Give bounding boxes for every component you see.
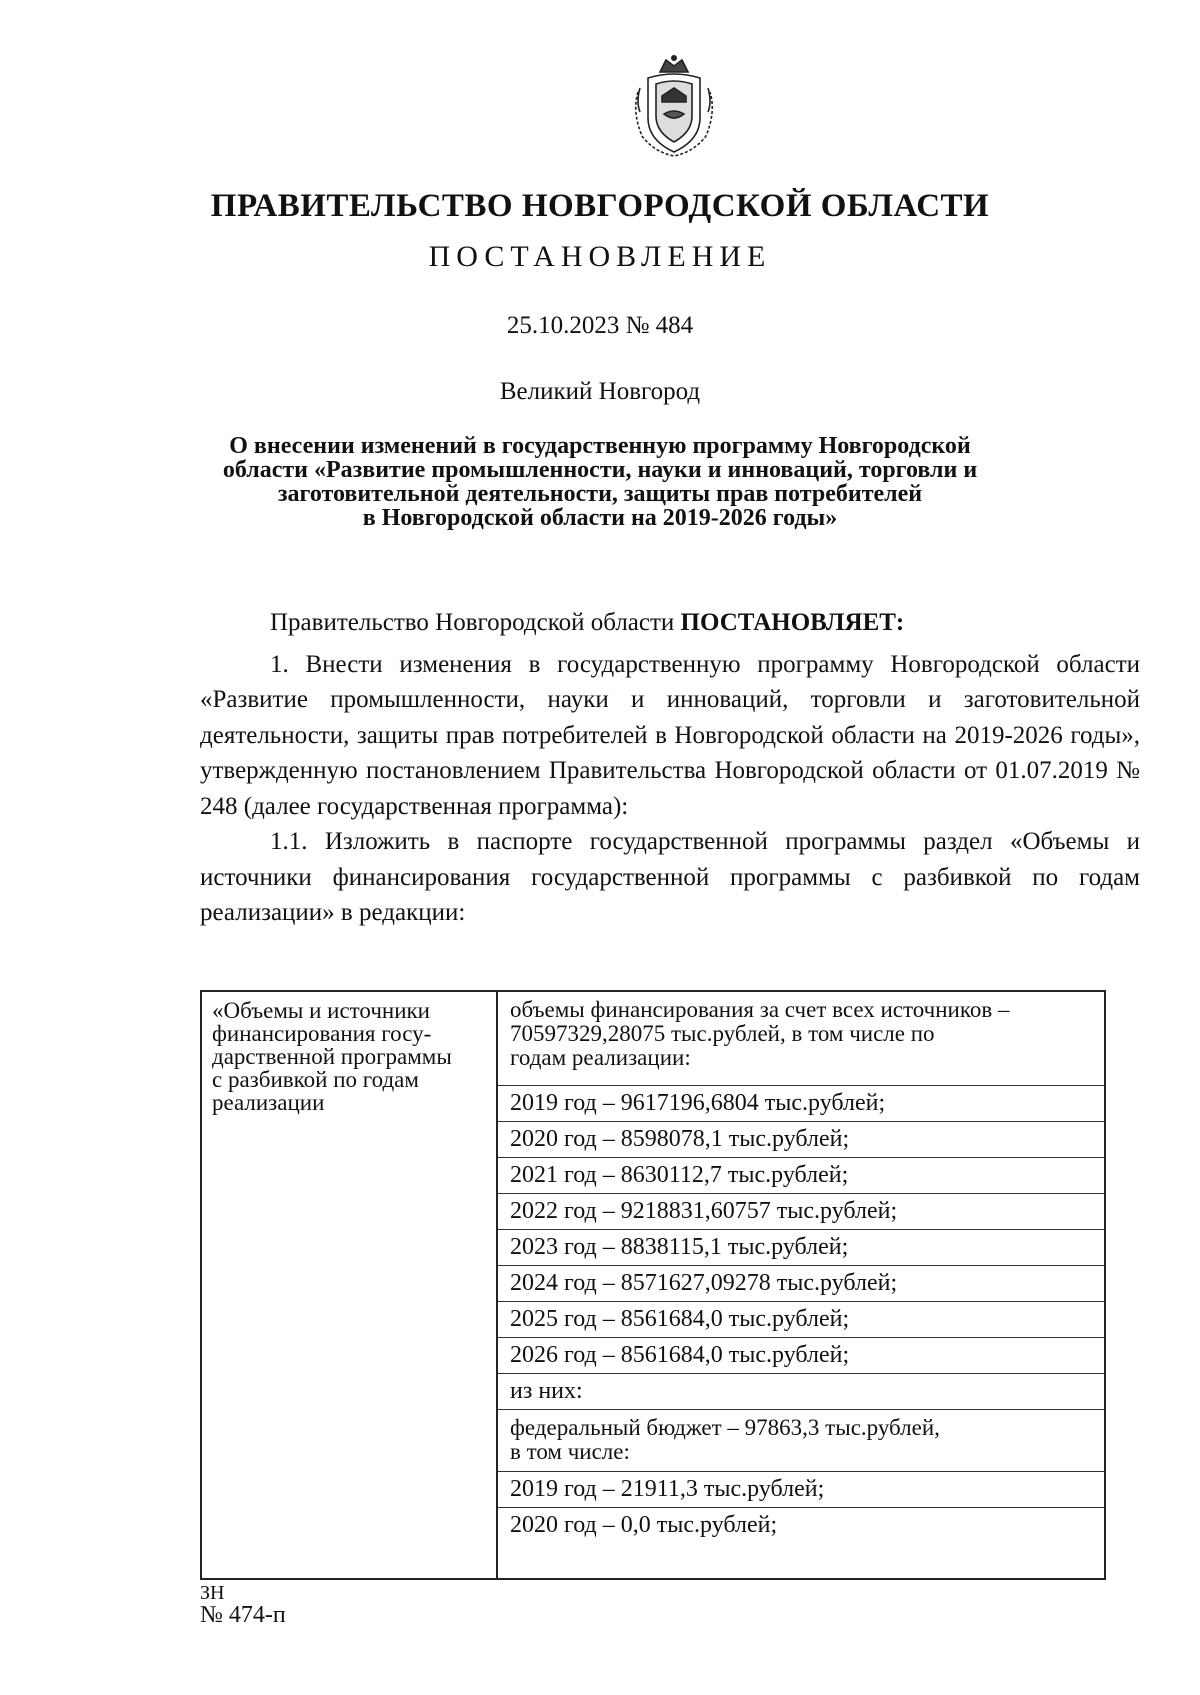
federal-year-value: 2019 год – 21911,3 тыс.рублей; — [510, 1476, 825, 1502]
total-financing-cell — [498, 992, 1104, 1086]
year-value: 2026 год – 8561684,0 тыс.рублей; — [510, 1342, 850, 1368]
federal-budget-cell — [498, 1410, 1104, 1472]
label-line: финансирования госу- — [212, 1021, 432, 1046]
year-value: 2019 год – 9617196,6804 тыс.рублей; — [510, 1090, 886, 1116]
resolves-keyword: ПОСТАНОВЛЯЕТ: — [680, 609, 905, 636]
federal-line: в том числе: — [510, 1439, 630, 1464]
footer-number: № 474-п — [200, 1602, 286, 1628]
year-value: 2023 год – 8838115,1 тыс.рублей; — [510, 1234, 849, 1260]
label-line: дарственной программы — [212, 1044, 452, 1069]
document-date-number: 25.10.2023 № 484 — [506, 312, 694, 339]
subject-line: в Новгородской области на 2019-2026 годы» — [362, 505, 838, 531]
federal-year-row — [498, 1472, 1104, 1508]
paragraph-1: 1. Внести изменения в государственную программу Новгородской области «Развитие промышленности, науки и инноваций, торговли и заготовительной деятельности, защиты прав потребителей в Новгородской области на 2019-2026 годы», утвержденную постановлением Правительства Новгородской области от 01.07.2019 № 248 (далее государственная программа): — [200, 650, 1140, 820]
total-line: объемы финансирования за счет всех источников – — [510, 997, 1010, 1022]
federal-year-value: 2020 год – 0,0 тыс.рублей; — [510, 1512, 778, 1538]
year-row — [498, 1194, 1104, 1230]
year-value: 2022 год – 9218831,60757 тыс.рублей; — [510, 1198, 898, 1224]
subject-line: О внесении изменений в государственную программу Новгородской — [229, 433, 971, 459]
of-them-label: из них: — [510, 1378, 583, 1404]
year-value: 2024 год – 8571627,09278 тыс.рублей; — [510, 1270, 898, 1296]
document-body — [200, 605, 1140, 931]
label-line: «Объемы и источники — [212, 998, 430, 1023]
subject-line: области «Развитие промышленности, науки и инноваций, торговли и — [222, 457, 978, 483]
federal-year-row — [498, 1508, 1104, 1544]
year-row — [498, 1086, 1104, 1122]
subject-line: заготовительной деятельности, защиты прав потребителей — [277, 481, 923, 507]
year-row — [498, 1302, 1104, 1338]
year-value: 2021 год – 8630112,7 тыс.рублей; — [510, 1162, 849, 1188]
year-value: 2025 год – 8561684,0 тыс.рублей; — [510, 1306, 850, 1332]
total-line: 70597329,28075 тыс.рублей, в том числе по — [510, 1021, 935, 1046]
document-footer — [200, 1582, 286, 1626]
year-row — [498, 1266, 1104, 1302]
resolves-paragraph — [200, 605, 1140, 641]
year-row — [498, 1230, 1104, 1266]
of-them-row — [498, 1374, 1104, 1410]
footer-initials: ЗН — [200, 1582, 225, 1604]
paragraph-1-1: 1.1. Изложить в паспорте государственной программы раздел «Объемы и источники финансирования государственной программы с разбивкой по годам реализации» в редакции: — [200, 828, 1140, 926]
financing-table — [200, 990, 1106, 1580]
year-row — [498, 1338, 1104, 1374]
label-line: с разбивкой по годам — [212, 1067, 419, 1092]
resolves-text: Правительство Новгородской области — [270, 609, 681, 636]
government-title: ПРАВИТЕЛЬСТВО НОВГОРОДСКОЙ ОБЛАСТИ — [210, 188, 990, 224]
year-row — [498, 1158, 1104, 1194]
year-value: 2020 год – 8598078,1 тыс.рублей; — [510, 1126, 850, 1152]
total-line: годам реализации: — [510, 1045, 691, 1070]
document-type: ПОСТАНОВЛЕНИЕ — [428, 240, 772, 273]
document-subject — [150, 434, 1050, 530]
table-value-column — [498, 992, 1104, 1578]
document-city: Великий Новгород — [499, 378, 701, 405]
label-line: реализации — [212, 1090, 325, 1115]
federal-line: федеральный бюджет – 97863,3 тыс.рублей, — [510, 1415, 940, 1440]
year-row — [498, 1122, 1104, 1158]
table-label-cell — [202, 992, 498, 1578]
coat-of-arms-emblem — [628, 52, 720, 160]
